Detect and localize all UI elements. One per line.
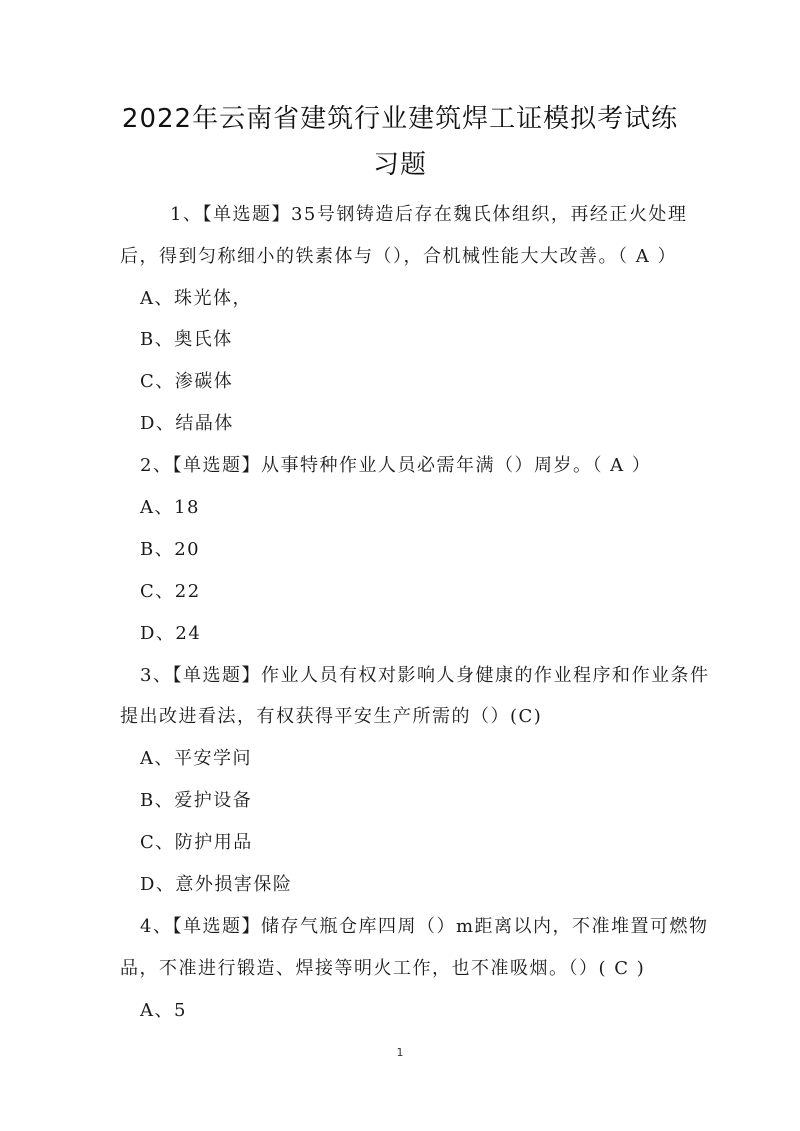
question-3-option-b: B、爱护设备 <box>140 790 253 811</box>
question-3-option-a: A、平安学问 <box>140 748 252 769</box>
question-4-line-2: 品，不准进行锻造、焊接等明火工作，也不准吸烟。（）( C ) <box>120 958 646 979</box>
question-4-line-1: 4、【单选题】储存气瓶仓库四周（）m距离以内，不准堆置可燃物 <box>140 916 709 937</box>
question-2-option-d: D、24 <box>140 623 202 644</box>
question-1-line-2: 后，得到匀称细小的铁素体与（），合机械性能大大改善。（ A ） <box>120 246 677 267</box>
question-1-option-b: B、奥氏体 <box>140 329 233 350</box>
question-2-line-1: 2、【单选题】从事特种作业人员必需年满（）周岁。（ A ） <box>140 455 652 476</box>
question-1-line-1: 1、【单选题】35号钢铸造后存在魏氏体组织，再经正火处理 <box>170 204 688 225</box>
question-3-line-1: 3、【单选题】作业人员有权对影响人身健康的作业程序和作业条件 <box>140 665 710 686</box>
question-2-option-b: B、20 <box>140 539 201 560</box>
question-3-option-c: C、防护用品 <box>140 832 253 853</box>
question-1-option-a: A、珠光体， <box>140 288 252 309</box>
question-3-line-2: 提出改进看法，有权获得平安生产所需的（）(C) <box>120 706 543 727</box>
question-1-option-c: C、渗碳体 <box>140 371 234 392</box>
page-number: 1 <box>396 1046 404 1059</box>
document-title: 2022年云南省建筑行业建筑焊工证模拟考试练 习题 <box>121 104 679 180</box>
question-3-option-d: D、意外损害保险 <box>140 874 293 895</box>
question-4-option-a: A、5 <box>140 1000 187 1021</box>
question-2-option-a: A、18 <box>140 497 200 518</box>
question-1-option-d: D、结晶体 <box>140 413 234 434</box>
question-2-option-c: C、22 <box>140 581 201 602</box>
